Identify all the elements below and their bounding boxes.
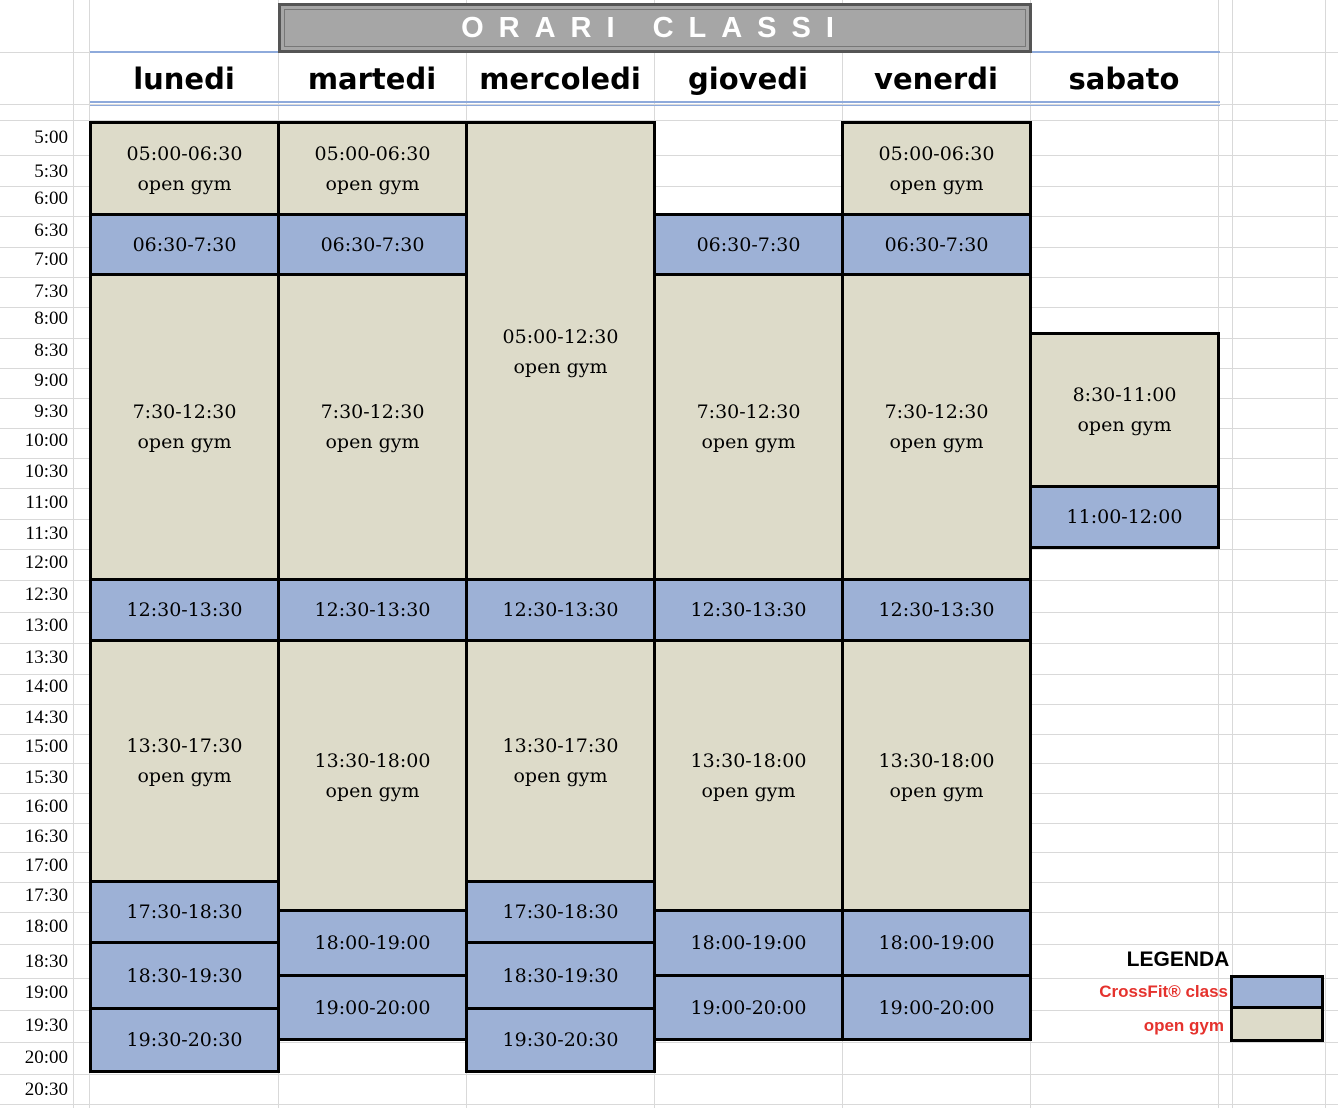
slot-label: open gym	[137, 765, 232, 787]
slot-giovedi-crossfit-class[interactable]	[653, 909, 844, 977]
time-label: 18:00	[24, 916, 68, 937]
slot-lunedi-crossfit-class[interactable]	[89, 1007, 280, 1073]
time-label: 16:00	[24, 796, 68, 817]
time-label: 17:00	[24, 855, 68, 876]
time-label: 5:00	[34, 127, 68, 148]
slot-lunedi-open-gym[interactable]	[89, 273, 280, 581]
slot-time: 19:00-20:00	[690, 996, 807, 1019]
slot-time: 12:30-13:30	[878, 599, 995, 621]
slot-time: 18:30-19:30	[126, 964, 243, 987]
slot-mercoledi-crossfit-class[interactable]	[465, 941, 656, 1010]
slot-giovedi-open-gym[interactable]	[653, 639, 844, 912]
time-label: 6:00	[34, 188, 68, 209]
slot-martedi-crossfit-class[interactable]	[277, 974, 468, 1041]
time-label: 5:30	[34, 161, 68, 182]
slot-label: open gym	[889, 172, 984, 195]
day-header-venerdi: venerdi	[874, 62, 998, 96]
slot-lunedi-crossfit-class[interactable]	[89, 880, 280, 944]
time-label: 11:30	[25, 523, 68, 544]
time-label: 15:00	[24, 736, 68, 757]
slot-venerdi-crossfit-class[interactable]	[841, 974, 1032, 1041]
slot-time: 19:30-20:30	[502, 1029, 619, 1051]
slot-time: 12:30-13:30	[126, 599, 243, 621]
slot-lunedi-open-gym[interactable]	[89, 639, 280, 883]
slot-martedi-crossfit-class[interactable]	[277, 909, 468, 977]
time-label: 9:00	[34, 370, 68, 391]
slot-venerdi-crossfit-class[interactable]	[841, 909, 1032, 977]
slot-mercoledi-crossfit-class[interactable]	[465, 880, 656, 944]
time-label: 20:00	[24, 1047, 68, 1068]
slot-time: 19:00-20:00	[314, 996, 431, 1019]
slot-time: 05:00-06:30	[314, 142, 431, 165]
time-label: 8:00	[34, 308, 68, 329]
slot-martedi-open-gym[interactable]	[277, 121, 468, 216]
time-label: 7:30	[34, 281, 68, 302]
slot-time: 7:30-12:30	[884, 401, 989, 423]
slot-time: 18:00-19:00	[314, 932, 431, 954]
slot-time: 06:30-7:30	[132, 233, 237, 256]
time-label: 12:00	[24, 552, 68, 573]
time-label: 13:00	[24, 615, 68, 636]
slot-time: 12:30-13:30	[502, 599, 619, 621]
day-header-mercoledi: mercoledi	[479, 62, 641, 96]
slot-venerdi-crossfit-class[interactable]	[841, 213, 1032, 276]
slot-sabato-open-gym[interactable]	[1029, 332, 1220, 488]
slot-time: 12:30-13:30	[690, 599, 807, 621]
time-label: 10:30	[24, 461, 68, 482]
slot-giovedi-crossfit-class[interactable]	[653, 213, 844, 276]
slot-venerdi-open-gym[interactable]	[841, 639, 1032, 912]
time-label: 15:30	[24, 767, 68, 788]
slot-mercoledi-open-gym[interactable]	[465, 639, 656, 883]
page-title: ORARI CLASSI	[284, 9, 1026, 47]
time-label: 19:00	[24, 982, 68, 1003]
time-label: 19:30	[24, 1015, 68, 1036]
slot-giovedi-crossfit-class[interactable]	[653, 974, 844, 1041]
day-header-sabato: sabato	[1068, 62, 1180, 96]
slot-label: open gym	[513, 356, 608, 378]
slot-mercoledi-open-gym[interactable]	[465, 121, 656, 581]
legend-crossfit-label: CrossFit® class	[1099, 982, 1228, 1001]
slot-label: open gym	[1077, 414, 1172, 436]
slot-lunedi-crossfit-class[interactable]	[89, 578, 280, 642]
slot-label: open gym	[701, 779, 796, 802]
time-label: 11:00	[25, 492, 68, 513]
header-rule-left	[90, 51, 278, 53]
slot-time: 17:30-18:30	[502, 901, 619, 923]
slot-label: open gym	[137, 431, 232, 453]
slot-label: open gym	[325, 431, 420, 453]
slot-venerdi-crossfit-class[interactable]	[841, 578, 1032, 642]
slot-time: 7:30-12:30	[696, 401, 801, 423]
slot-time: 13:30-18:00	[314, 749, 431, 772]
time-label: 14:30	[24, 707, 68, 728]
slot-sabato-crossfit-class[interactable]	[1029, 485, 1220, 549]
slot-time: 18:00-19:00	[878, 932, 995, 954]
slot-lunedi-crossfit-class[interactable]	[89, 941, 280, 1010]
slot-mercoledi-crossfit-class[interactable]	[465, 1007, 656, 1073]
time-label: 8:30	[34, 340, 68, 361]
time-label: 14:00	[24, 676, 68, 697]
slot-label: open gym	[889, 431, 984, 453]
slot-mercoledi-crossfit-class[interactable]	[465, 578, 656, 642]
slot-label: open gym	[325, 779, 420, 802]
slot-venerdi-open-gym[interactable]	[841, 121, 1032, 216]
time-label: 20:30	[24, 1079, 68, 1100]
legend-open-gym-swatch	[1230, 1006, 1324, 1042]
time-label: 12:30	[24, 584, 68, 605]
time-label: 9:30	[34, 401, 68, 422]
slot-time: 17:30-18:30	[126, 901, 243, 923]
slot-time: 12:30-13:30	[314, 599, 431, 621]
slot-time: 13:30-17:30	[126, 735, 243, 757]
slot-time: 06:30-7:30	[696, 233, 801, 256]
slot-martedi-open-gym[interactable]	[277, 639, 468, 912]
time-label: 16:30	[24, 826, 68, 847]
header-rule-bottom-double	[90, 105, 1220, 106]
legend-title: LEGENDA	[1126, 948, 1230, 971]
legend-crossfit-swatch	[1230, 975, 1324, 1009]
slot-label: open gym	[325, 172, 420, 195]
slot-time: 05:00-06:30	[126, 142, 243, 165]
slot-time: 18:30-19:30	[502, 964, 619, 987]
slot-label: open gym	[513, 765, 608, 787]
day-header-giovedi: giovedi	[688, 62, 808, 96]
slot-martedi-crossfit-class[interactable]	[277, 578, 468, 642]
time-label: 6:30	[34, 220, 68, 241]
slot-time: 13:30-18:00	[878, 749, 995, 772]
slot-time: 06:30-7:30	[884, 233, 989, 256]
slot-time: 8:30-11:00	[1072, 384, 1177, 406]
slot-time: 18:00-19:00	[690, 932, 807, 954]
slot-venerdi-open-gym[interactable]	[841, 273, 1032, 581]
day-header-martedi: martedi	[307, 62, 437, 96]
schedule-title-box	[278, 3, 1032, 53]
day-header-lunedi: lunedi	[133, 62, 235, 96]
slot-martedi-crossfit-class[interactable]	[277, 213, 468, 276]
slot-lunedi-crossfit-class[interactable]	[89, 213, 280, 276]
header-rule-right	[1032, 51, 1220, 53]
slot-time: 05:00-06:30	[878, 142, 995, 165]
slot-martedi-open-gym[interactable]	[277, 273, 468, 581]
slot-label: open gym	[701, 431, 796, 453]
slot-time: 7:30-12:30	[320, 401, 425, 423]
slot-lunedi-open-gym[interactable]	[89, 121, 280, 216]
slot-time: 06:30-7:30	[320, 233, 425, 256]
slot-label: open gym	[889, 779, 984, 802]
time-label: 10:00	[24, 430, 68, 451]
slot-time: 7:30-12:30	[132, 401, 237, 423]
slot-time: 13:30-17:30	[502, 735, 619, 757]
slot-time: 19:00-20:00	[878, 996, 995, 1019]
time-label: 13:30	[24, 647, 68, 668]
time-label: 7:00	[34, 249, 68, 270]
slot-giovedi-open-gym[interactable]	[653, 273, 844, 581]
slot-giovedi-crossfit-class[interactable]	[653, 578, 844, 642]
slot-time: 13:30-18:00	[690, 749, 807, 772]
slot-time: 19:30-20:30	[126, 1029, 243, 1051]
slot-time: 11:00-12:00	[1066, 506, 1183, 528]
time-label: 18:30	[24, 951, 68, 972]
slot-label: open gym	[137, 172, 232, 195]
slot-time: 05:00-12:30	[502, 326, 619, 348]
legend-open-gym-label: open gym	[1143, 1016, 1224, 1035]
time-label: 17:30	[24, 885, 68, 906]
